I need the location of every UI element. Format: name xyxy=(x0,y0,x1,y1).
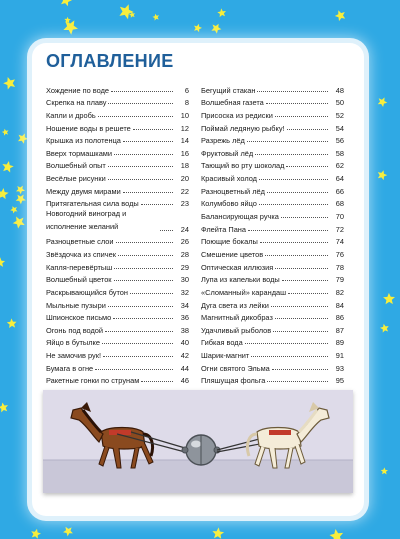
toc-entry xyxy=(46,170,189,183)
illustration-horses-sphere xyxy=(43,390,353,493)
dot-leader xyxy=(98,116,173,117)
white-horse-icon xyxy=(247,402,329,468)
toc-entry-page: 50 xyxy=(335,98,344,108)
toc-entry xyxy=(46,82,189,95)
toc-entry-page: 70 xyxy=(335,212,344,222)
star-icon xyxy=(212,527,224,539)
contents-panel xyxy=(32,43,364,516)
toc-entry-page: 79 xyxy=(335,275,344,285)
toc-entry-page: 64 xyxy=(335,174,344,184)
dot-leader xyxy=(282,280,328,281)
toc-entry xyxy=(201,335,344,348)
dot-leader xyxy=(113,318,173,319)
toc-entry xyxy=(46,183,189,196)
toc-entry-page: 74 xyxy=(335,237,344,247)
toc-entry-page: 78 xyxy=(335,262,344,272)
toc-entry-title: Удачливый рыболов xyxy=(201,325,272,335)
toc-entry-page: 23 xyxy=(180,199,189,209)
toc-entry xyxy=(201,107,344,120)
toc-entry-page: 36 xyxy=(180,313,189,323)
toc-entry-title: Вверх тормашками xyxy=(46,148,113,158)
toc-entry-title: Огни святого Эльма xyxy=(201,363,270,373)
star-icon xyxy=(3,77,15,90)
dot-leader xyxy=(272,369,328,370)
toc-entry xyxy=(201,246,344,259)
star-icon xyxy=(16,186,25,195)
dot-leader xyxy=(123,192,173,193)
toc-entry-title: Звёздочка из спичек xyxy=(46,249,116,259)
dot-leader xyxy=(260,242,328,243)
star-icon xyxy=(0,257,5,267)
toc-entry-title: Огонь под водой xyxy=(46,325,104,335)
toc-entry xyxy=(201,95,344,108)
toc-entry xyxy=(46,259,189,272)
toc-entry xyxy=(201,234,344,247)
toc-entry-page: 93 xyxy=(335,363,344,373)
toc-entry xyxy=(46,335,189,348)
toc-entry-title: Притягательная сила воды xyxy=(46,199,139,209)
dot-leader xyxy=(257,91,328,92)
page-title: ОГЛАВЛЕНИЕ xyxy=(46,51,174,71)
toc-entry-page: 76 xyxy=(335,249,344,259)
toc-entry-page: 62 xyxy=(335,161,344,171)
toc-entry-title: Оптическая иллюзия xyxy=(201,262,274,272)
toc-entry-title: «Сломанный» карандаш xyxy=(201,287,287,297)
toc-entry-page: 56 xyxy=(335,136,344,146)
dot-leader xyxy=(141,381,173,382)
dot-leader xyxy=(95,369,173,370)
toc-entry xyxy=(201,133,344,146)
toc-entry xyxy=(201,183,344,196)
toc-entry-page: 32 xyxy=(180,287,189,297)
dot-leader xyxy=(114,268,173,269)
dot-leader xyxy=(160,230,173,231)
toc-entry-title: Ракетные гонки по струнам xyxy=(46,376,140,386)
toc-entry-page: 34 xyxy=(180,300,189,310)
star-icon xyxy=(0,403,8,413)
toc-entry-page: 22 xyxy=(180,186,189,196)
toc-entry-page: 38 xyxy=(180,325,189,335)
star-icon xyxy=(18,133,28,143)
star-icon xyxy=(380,324,389,333)
dot-leader xyxy=(287,129,328,130)
star-icon xyxy=(378,170,388,180)
toc-entry-title: Дуга света из лейки xyxy=(201,300,269,310)
toc-entry xyxy=(201,284,344,297)
toc-entry xyxy=(201,272,344,285)
toc-entry-title: Магнитный дикобраз xyxy=(201,313,273,323)
dot-leader xyxy=(103,356,173,357)
toc-entry-page: 30 xyxy=(180,275,189,285)
toc-entry xyxy=(201,120,344,133)
dot-leader xyxy=(288,293,328,294)
toc-entry xyxy=(201,170,344,183)
toc-entry xyxy=(46,120,189,133)
toc-entry-title: Яйцо в бутылке xyxy=(46,338,100,348)
toc-entry-title: Поющие бокалы xyxy=(201,237,258,247)
star-icon xyxy=(63,527,73,537)
toc-entry-title: Тающий во рту шоколад xyxy=(201,161,285,171)
toc-entry-page: 54 xyxy=(335,123,344,133)
toc-entry xyxy=(201,373,344,386)
toc-entry-title: Флейта Пана xyxy=(201,224,247,234)
toc-entry-page: 48 xyxy=(335,85,344,95)
dot-leader xyxy=(141,204,173,205)
toc-entry xyxy=(201,297,344,310)
star-icon xyxy=(217,8,226,17)
toc-entry-title: Волшебный опыт xyxy=(46,161,106,171)
toc-entry-page: 26 xyxy=(180,237,189,247)
toc-entry-title: Крышка из полотенца xyxy=(46,136,121,146)
toc-entry-title: Разноцветный лёд xyxy=(201,186,265,196)
toc-entry-title: Ношение воды в решете xyxy=(46,123,131,133)
toc-entry xyxy=(46,297,189,310)
toc-entry-title: Шарик-магнит xyxy=(201,351,250,361)
toc-entry xyxy=(46,158,189,171)
star-icon xyxy=(2,129,9,136)
star-icon xyxy=(381,467,388,474)
toc-entry-title: Весёлые рисунки xyxy=(46,174,106,184)
toc-entry-title: Скрепка на плаву xyxy=(46,98,107,108)
dot-leader xyxy=(255,154,328,155)
toc-entry xyxy=(46,284,189,297)
toc-entry-title: Красивый холод xyxy=(201,174,257,184)
toc-entry xyxy=(201,196,344,209)
toc-entry-title: Фруктовый лёд xyxy=(201,148,254,158)
star-icon xyxy=(194,24,202,32)
star-icon xyxy=(16,195,26,205)
dot-leader xyxy=(267,192,328,193)
toc-entry xyxy=(201,145,344,158)
star-icon xyxy=(211,24,221,34)
toc-entry-page: 68 xyxy=(335,199,344,209)
toc-entry-title: Смешение цветов xyxy=(201,249,264,259)
dot-leader xyxy=(259,204,328,205)
dot-leader xyxy=(133,129,173,130)
toc-entry xyxy=(201,259,344,272)
star-icon xyxy=(0,188,9,199)
dot-leader xyxy=(251,356,328,357)
star-icon xyxy=(335,10,345,21)
toc-entry-page: 89 xyxy=(335,338,344,348)
toc-entry-title: Капля-перевёртыш xyxy=(46,262,113,272)
dot-leader xyxy=(247,141,328,142)
toc-entry xyxy=(201,360,344,373)
toc-entry-title: Капли и дробь xyxy=(46,110,96,120)
toc-entry-page: 10 xyxy=(180,110,189,120)
toc-entry-title: Шпионское письмо xyxy=(46,313,112,323)
toc-entry-title: Не замочив рук! xyxy=(46,351,101,361)
toc-column-right xyxy=(201,82,344,385)
toc-entry-page: 46 xyxy=(180,376,189,386)
toc-entry xyxy=(46,373,189,386)
star-icon xyxy=(31,529,41,539)
toc-entry-title: Мыльные пузыри xyxy=(46,300,106,310)
toc-entry-page: 8 xyxy=(184,98,189,108)
dot-leader xyxy=(259,179,328,180)
star-icon xyxy=(330,529,344,539)
toc-entry xyxy=(46,347,189,360)
dot-leader xyxy=(111,91,173,92)
star-icon xyxy=(378,97,388,107)
dot-leader xyxy=(102,343,173,344)
toc-entry xyxy=(46,208,189,233)
dot-leader xyxy=(114,154,173,155)
star-icon xyxy=(383,293,395,304)
toc-entry xyxy=(201,221,344,234)
toc-entry xyxy=(201,310,344,323)
toc-entry-page: 82 xyxy=(335,287,344,297)
dot-leader xyxy=(123,141,173,142)
dot-leader xyxy=(273,331,328,332)
dot-leader xyxy=(114,280,173,281)
toc-entry-title: Хождение по воде xyxy=(46,85,109,95)
toc-entry-title: Бегущий стакан xyxy=(201,85,256,95)
toc-entry xyxy=(46,246,189,259)
star-icon xyxy=(152,14,159,21)
toc-entry-page: 44 xyxy=(180,363,189,373)
toc-entry-page: 87 xyxy=(335,325,344,335)
toc-entry-page: 86 xyxy=(335,313,344,323)
dot-leader xyxy=(130,293,173,294)
toc-entry-title: Колумбово яйцо xyxy=(201,199,257,209)
toc-entry xyxy=(201,158,344,171)
toc-entry xyxy=(46,272,189,285)
toc-entry xyxy=(201,208,344,221)
dot-leader xyxy=(108,306,173,307)
star-icon xyxy=(10,206,17,213)
dot-leader xyxy=(108,166,173,167)
toc-entry xyxy=(46,360,189,373)
toc-entry-page: 42 xyxy=(180,351,189,361)
toc-entry-title: Лупа из капельки воды xyxy=(201,275,280,285)
toc-entry-page: 52 xyxy=(335,110,344,120)
toc-entry-page: 91 xyxy=(335,351,344,361)
toc-entry-page: 29 xyxy=(180,262,189,272)
dot-leader xyxy=(105,331,173,332)
toc-entry-title: Присоска из редиски xyxy=(201,110,273,120)
toc-entry xyxy=(46,310,189,323)
dot-leader xyxy=(118,255,173,256)
star-icon xyxy=(13,217,25,229)
dot-leader xyxy=(275,116,328,117)
toc-entry-page: 6 xyxy=(184,85,189,95)
toc-entry xyxy=(201,82,344,95)
toc-entry-page: 14 xyxy=(180,136,189,146)
toc-entry-page: 24 xyxy=(180,224,189,234)
toc-entry xyxy=(46,234,189,247)
dot-leader xyxy=(108,179,173,180)
dot-leader xyxy=(116,242,173,243)
star-icon xyxy=(2,161,13,173)
dot-leader xyxy=(275,268,328,269)
toc-entry-page: 20 xyxy=(180,174,189,184)
toc-entry-title: Балансирующая ручка xyxy=(201,212,279,222)
dot-leader xyxy=(281,217,328,218)
toc-entry-title: Между двумя мирами xyxy=(46,186,121,196)
dot-leader xyxy=(248,230,328,231)
toc-entry xyxy=(201,322,344,335)
toc-entry-page: 84 xyxy=(335,300,344,310)
dot-leader xyxy=(265,255,328,256)
star-icon xyxy=(61,0,72,6)
toc-entry-title: Раскрывающийся бутон xyxy=(46,287,128,297)
toc-column-left xyxy=(46,82,189,385)
toc-entry xyxy=(46,107,189,120)
toc-entry-title: Разноцветные слои xyxy=(46,237,114,247)
toc-entry-page: 95 xyxy=(335,376,344,386)
toc-entry xyxy=(201,347,344,360)
toc-entry-page: 28 xyxy=(180,249,189,259)
star-icon xyxy=(64,17,71,23)
dot-leader xyxy=(271,306,328,307)
toc-entry-title: Бумага в огне xyxy=(46,363,94,373)
toc-entry-page: 72 xyxy=(335,224,344,234)
toc-entry xyxy=(46,95,189,108)
toc-entry-title: Пляшущая фольга xyxy=(201,376,266,386)
toc-entry-title: Волшебный цветок xyxy=(46,275,112,285)
dot-leader xyxy=(286,166,328,167)
toc-entry-title: Волшебная газета xyxy=(201,98,264,108)
toc-entry-page: 66 xyxy=(335,186,344,196)
dot-leader xyxy=(108,103,173,104)
toc-entry xyxy=(46,322,189,335)
dot-leader xyxy=(275,318,328,319)
toc-entry-page: 16 xyxy=(180,148,189,158)
toc-entry xyxy=(46,145,189,158)
toc-entry-title: Новогодний виноград и исполнение желаний xyxy=(46,209,127,232)
toc-entry-title: Разрежь лёд xyxy=(201,136,245,146)
toc-entry xyxy=(46,196,189,209)
toc-entry xyxy=(46,133,189,146)
star-icon xyxy=(7,318,17,328)
dot-leader xyxy=(245,343,328,344)
toc-entry-title: Поймай ледяную рыбку! xyxy=(201,123,285,133)
toc-entry-page: 18 xyxy=(180,161,189,171)
toc-entry-title: Гибкая вода xyxy=(201,338,243,348)
toc-entry-page: 40 xyxy=(180,338,189,348)
dot-leader xyxy=(267,381,328,382)
dot-leader xyxy=(266,103,328,104)
toc-entry-page: 12 xyxy=(180,123,189,133)
toc-entry-page: 58 xyxy=(335,148,344,158)
